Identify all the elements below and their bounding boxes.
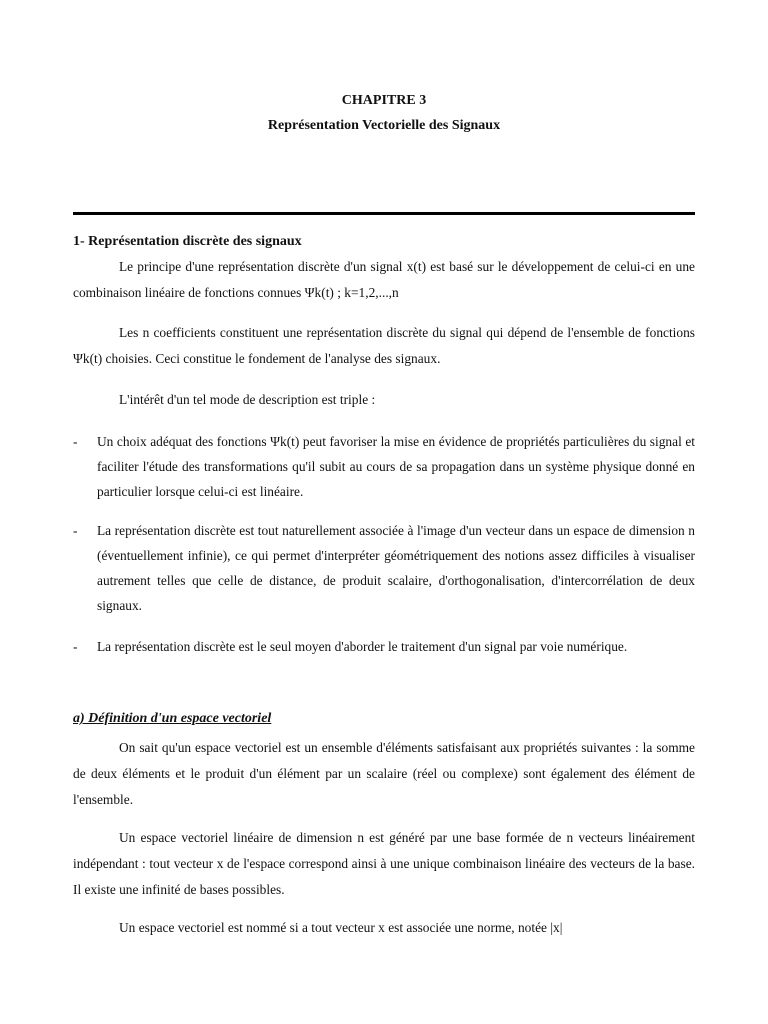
paragraph-6 [73, 915, 695, 941]
paragraph-1-text: Le principe d'une représentation discrète d'un signal x(t) est basé sur le développement de celui-ci en une combinaison linéaire de fonctions connues Ψk(t) ; k=1,2,...,n [73, 259, 695, 300]
bullet-dash: - [73, 523, 78, 538]
bullet-text: Un choix adéquat des fonctions Ψk(t) peut favoriser la mise en évidence de propriétés particulières du signal et faciliter l'étude des transformations qu'il subit au cours de sa propagation dans un système physique donné en particulier lorsque celui-ci est linéaire. [97, 434, 695, 499]
bullet-text: La représentation discrète est tout naturellement associée à l'image d'un vecteur dans un espace de dimension n (éventuellement infinie), ce qui permet d'interpréter géométriquement des notions assez difficiles à visualiser autrement telles que celle de distance, de produit scalaire, d'orthogonalisation, d'intercorrélation de deux signaux. [97, 523, 695, 613]
horizontal-rule [73, 212, 695, 215]
paragraph-2-text: Les n coefficients constituent une représentation discrète du signal qui dépend de l'ensemble de fonctions Ψk(t) choisies. Ceci constitue le fondement de l'analyse des signaux. [73, 325, 695, 366]
section-1-heading: 1- Représentation discrète des signaux [73, 234, 302, 249]
paragraph-1 [73, 254, 695, 306]
paragraph-4 [73, 735, 695, 813]
paragraph-5-text: Un espace vectoriel linéaire de dimension n est généré par une base formée de n vecteurs linéairement indépendant : tout vecteur x de l'espace correspond ainsi à une unique combinaison linéaire des vecteurs de la base. Il existe une infinité de bases possibles. [73, 830, 695, 897]
chapter-heading: CHAPITRE 3 [341, 93, 427, 108]
list-item [73, 518, 695, 618]
bullet-text: La représentation discrète est le seul moyen d'aborder le traitement d'un signal par voie numérique. [97, 639, 628, 654]
paragraph-3 [73, 387, 695, 413]
paragraph-4-text: On sait qu'un espace vectoriel est un ensemble d'éléments satisfaisant aux propriétés suivantes : la somme de deux éléments et le produit d'un élément par un scalaire (réel ou complexe) sont également des élément de l'ensemble. [73, 740, 695, 807]
chapter-subtitle: Représentation Vectorielle des Signaux [267, 118, 501, 133]
paragraph-6-text: Un espace vectoriel est nommé si a tout vecteur x est associée une norme, notée |x| [119, 920, 563, 935]
bullet-dash: - [73, 639, 78, 654]
paragraph-2 [73, 320, 695, 372]
bullet-dash: - [73, 434, 78, 449]
section-a-heading: a) Définition d'un espace vectoriel [73, 711, 272, 726]
paragraph-3-text: L'intérêt d'un tel mode de description est triple : [119, 392, 376, 407]
list-item [73, 634, 695, 659]
paragraph-5 [73, 825, 695, 903]
list-item [73, 429, 695, 504]
